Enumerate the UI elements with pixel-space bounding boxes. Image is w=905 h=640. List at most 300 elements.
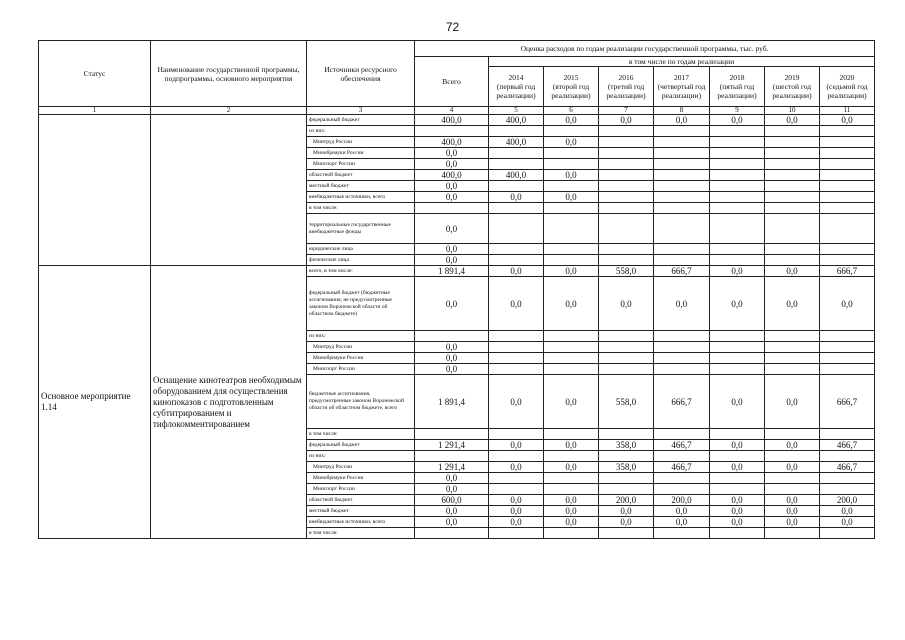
- year-value-cell: [599, 148, 654, 159]
- year-value-cell: 0,0: [710, 506, 765, 517]
- year-value-cell: [820, 244, 875, 255]
- year-value-cell: [489, 181, 544, 192]
- year-value-cell: 0,0: [765, 375, 820, 429]
- year-value-cell: [710, 137, 765, 148]
- year-note: (четвертый год реализации): [657, 82, 706, 100]
- year-value-cell: 0,0: [765, 277, 820, 331]
- year-value-cell: [544, 126, 599, 137]
- year-value-cell: [765, 331, 820, 342]
- source-cell: территориальные государственные внебюджетные фонды: [307, 214, 415, 244]
- column-number: 3: [307, 107, 415, 115]
- year-value-cell: [654, 451, 710, 462]
- year-value-cell: 0,0: [489, 506, 544, 517]
- year-value-cell: [765, 126, 820, 137]
- year-value-cell: [710, 192, 765, 203]
- total-value-cell: 0,0: [415, 214, 489, 244]
- year-value-cell: [654, 159, 710, 170]
- total-value-cell: 0,0: [415, 192, 489, 203]
- year-value-cell: [710, 451, 765, 462]
- year-value-cell: [599, 331, 654, 342]
- year-value-cell: [544, 203, 599, 214]
- year-value-cell: [820, 126, 875, 137]
- year-label: 2016: [618, 73, 634, 82]
- total-value-cell: [415, 528, 489, 539]
- year-value-cell: 0,0: [489, 440, 544, 451]
- year-value-cell: 0,0: [710, 115, 765, 126]
- year-value-cell: [710, 255, 765, 266]
- year-value-cell: [599, 137, 654, 148]
- year-value-cell: 200,0: [654, 495, 710, 506]
- year-value-cell: 0,0: [544, 277, 599, 331]
- source-cell: физические лица: [307, 255, 415, 266]
- year-value-cell: [489, 473, 544, 484]
- year-value-cell: 0,0: [710, 266, 765, 277]
- year-value-cell: [710, 364, 765, 375]
- year-value-cell: [654, 203, 710, 214]
- year-value-cell: [599, 451, 654, 462]
- total-value-cell: 0,0: [415, 353, 489, 364]
- total-value-cell: 0,0: [415, 473, 489, 484]
- year-value-cell: 666,7: [654, 266, 710, 277]
- year-value-cell: 0,0: [765, 506, 820, 517]
- year-value-cell: 0,0: [489, 192, 544, 203]
- total-value-cell: [415, 203, 489, 214]
- total-value-cell: 0,0: [415, 277, 489, 331]
- year-value-cell: [820, 148, 875, 159]
- header-year-2014: [489, 67, 544, 107]
- source-cell: федеральный бюджет (бюджетные ассигнования, не предусмотренные законом Воронежской области об областном бюджете): [307, 277, 415, 331]
- source-cell: всего, в том числе:: [307, 266, 415, 277]
- year-value-cell: [710, 353, 765, 364]
- year-value-cell: 0,0: [654, 517, 710, 528]
- year-value-cell: [489, 214, 544, 244]
- year-value-cell: 0,0: [765, 115, 820, 126]
- year-value-cell: 0,0: [544, 462, 599, 473]
- year-value-cell: [710, 342, 765, 353]
- year-value-cell: [489, 342, 544, 353]
- year-value-cell: [599, 192, 654, 203]
- year-value-cell: [765, 203, 820, 214]
- year-value-cell: [544, 484, 599, 495]
- year-value-cell: [544, 528, 599, 539]
- year-value-cell: [765, 148, 820, 159]
- year-value-cell: [765, 137, 820, 148]
- year-value-cell: 666,7: [654, 375, 710, 429]
- total-value-cell: 0,0: [415, 342, 489, 353]
- year-value-cell: [820, 170, 875, 181]
- total-value-cell: 0,0: [415, 517, 489, 528]
- source-cell: Минобрнауки России: [307, 148, 415, 159]
- year-value-cell: [710, 484, 765, 495]
- source-cell: юридические лица: [307, 244, 415, 255]
- year-value-cell: [489, 126, 544, 137]
- year-value-cell: [765, 170, 820, 181]
- year-value-cell: 200,0: [820, 495, 875, 506]
- year-value-cell: [599, 364, 654, 375]
- total-value-cell: 1 291,4: [415, 440, 489, 451]
- total-value-cell: 0,0: [415, 506, 489, 517]
- year-value-cell: [654, 148, 710, 159]
- header-year-2015: [544, 67, 599, 107]
- year-value-cell: 0,0: [544, 375, 599, 429]
- source-cell: Минобрнауки России: [307, 353, 415, 364]
- year-value-cell: [710, 214, 765, 244]
- year-value-cell: [489, 331, 544, 342]
- budget-table: [38, 40, 875, 539]
- year-value-cell: [599, 170, 654, 181]
- year-value-cell: 0,0: [544, 170, 599, 181]
- year-value-cell: [654, 528, 710, 539]
- header-year-2016: [599, 67, 654, 107]
- year-value-cell: [654, 170, 710, 181]
- total-value-cell: 400,0: [415, 115, 489, 126]
- year-value-cell: [489, 159, 544, 170]
- year-value-cell: [654, 181, 710, 192]
- total-value-cell: 1 891,4: [415, 375, 489, 429]
- year-value-cell: [765, 484, 820, 495]
- year-value-cell: 358,0: [599, 440, 654, 451]
- year-value-cell: [820, 203, 875, 214]
- year-value-cell: [765, 528, 820, 539]
- year-value-cell: [765, 255, 820, 266]
- source-cell: из них:: [307, 126, 415, 137]
- year-value-cell: 0,0: [544, 137, 599, 148]
- year-value-cell: 0,0: [544, 440, 599, 451]
- year-value-cell: [765, 342, 820, 353]
- source-cell: федеральный бюджет: [307, 440, 415, 451]
- year-value-cell: 0,0: [544, 115, 599, 126]
- year-value-cell: 0,0: [765, 440, 820, 451]
- year-value-cell: [765, 451, 820, 462]
- column-number: 5: [489, 107, 544, 115]
- year-value-cell: 0,0: [765, 266, 820, 277]
- year-value-cell: [710, 170, 765, 181]
- year-label: 2015: [563, 73, 579, 82]
- header-estimate: Оценка расходов по годам реализации государственной программы, тыс. руб.: [415, 41, 875, 57]
- year-value-cell: [599, 126, 654, 137]
- year-value-cell: 466,7: [654, 440, 710, 451]
- column-number: 8: [654, 107, 710, 115]
- year-value-cell: 0,0: [765, 495, 820, 506]
- year-value-cell: [820, 342, 875, 353]
- year-value-cell: [820, 484, 875, 495]
- year-value-cell: [654, 353, 710, 364]
- year-value-cell: [544, 181, 599, 192]
- year-value-cell: 0,0: [599, 517, 654, 528]
- year-value-cell: [489, 203, 544, 214]
- year-value-cell: 466,7: [820, 462, 875, 473]
- year-value-cell: 0,0: [489, 495, 544, 506]
- year-value-cell: [820, 137, 875, 148]
- program-name-cell: Оснащение кинотеатров необходимым оборудованием для осуществления кинопоказов с подготовленным субтитрированием и тифлокомментированием: [151, 266, 307, 539]
- status-cell: [39, 115, 151, 266]
- year-value-cell: [765, 214, 820, 244]
- source-cell: в том числе:: [307, 429, 415, 440]
- source-cell: местный бюджет: [307, 506, 415, 517]
- year-label: 2020: [839, 73, 855, 82]
- source-cell: федеральный бюджет: [307, 115, 415, 126]
- column-number: 4: [415, 107, 489, 115]
- total-value-cell: 0,0: [415, 364, 489, 375]
- column-number: 10: [765, 107, 820, 115]
- header-year-2017: [654, 67, 710, 107]
- year-value-cell: 0,0: [489, 375, 544, 429]
- year-value-cell: 0,0: [710, 517, 765, 528]
- year-value-cell: 0,0: [599, 277, 654, 331]
- header-status: Статус: [39, 41, 151, 107]
- year-value-cell: [599, 528, 654, 539]
- total-value-cell: 0,0: [415, 255, 489, 266]
- year-value-cell: [654, 192, 710, 203]
- year-value-cell: [599, 181, 654, 192]
- table-row: [39, 115, 875, 126]
- year-value-cell: 466,7: [820, 440, 875, 451]
- year-value-cell: [544, 331, 599, 342]
- year-value-cell: [654, 214, 710, 244]
- total-value-cell: 0,0: [415, 181, 489, 192]
- year-value-cell: 0,0: [599, 506, 654, 517]
- source-cell: внебюджетные источники, всего: [307, 192, 415, 203]
- year-value-cell: 0,0: [820, 506, 875, 517]
- year-value-cell: [544, 244, 599, 255]
- year-value-cell: 0,0: [489, 517, 544, 528]
- source-cell: Минобрнауки России: [307, 473, 415, 484]
- column-number: 11: [820, 107, 875, 115]
- total-value-cell: 600,0: [415, 495, 489, 506]
- header-year-2018: [710, 67, 765, 107]
- year-value-cell: [820, 429, 875, 440]
- year-value-cell: [820, 528, 875, 539]
- year-value-cell: [544, 159, 599, 170]
- year-value-cell: [489, 244, 544, 255]
- total-value-cell: 400,0: [415, 170, 489, 181]
- year-label: 2019: [784, 73, 800, 82]
- year-value-cell: 0,0: [544, 517, 599, 528]
- year-value-cell: 400,0: [489, 137, 544, 148]
- year-value-cell: [599, 203, 654, 214]
- year-note: (третий год реализации): [606, 82, 646, 100]
- year-value-cell: [765, 364, 820, 375]
- header-year-2019: [765, 67, 820, 107]
- year-value-cell: [544, 214, 599, 244]
- year-value-cell: [820, 181, 875, 192]
- source-cell: Минспорт России: [307, 484, 415, 495]
- year-value-cell: 0,0: [544, 266, 599, 277]
- year-value-cell: [489, 528, 544, 539]
- source-cell: местный бюджет: [307, 181, 415, 192]
- total-value-cell: 0,0: [415, 159, 489, 170]
- year-value-cell: [599, 429, 654, 440]
- year-value-cell: [654, 331, 710, 342]
- source-cell: Минтруд России: [307, 462, 415, 473]
- year-value-cell: [544, 148, 599, 159]
- total-value-cell: [415, 331, 489, 342]
- year-value-cell: 0,0: [710, 375, 765, 429]
- year-value-cell: 0,0: [489, 462, 544, 473]
- year-value-cell: [489, 148, 544, 159]
- total-value-cell: 0,0: [415, 148, 489, 159]
- year-value-cell: [489, 429, 544, 440]
- source-cell: Минспорт России: [307, 364, 415, 375]
- source-cell: из них:: [307, 331, 415, 342]
- year-value-cell: [544, 342, 599, 353]
- year-value-cell: [654, 255, 710, 266]
- source-cell: из них:: [307, 451, 415, 462]
- year-value-cell: 666,7: [820, 375, 875, 429]
- program-name-cell: [151, 115, 307, 266]
- year-value-cell: 0,0: [654, 115, 710, 126]
- year-value-cell: [765, 244, 820, 255]
- year-value-cell: 0,0: [765, 462, 820, 473]
- year-value-cell: [765, 429, 820, 440]
- year-value-cell: 0,0: [710, 440, 765, 451]
- year-value-cell: [544, 364, 599, 375]
- year-note: (второй год реализации): [551, 82, 591, 100]
- total-value-cell: 0,0: [415, 484, 489, 495]
- source-cell: областной бюджет: [307, 170, 415, 181]
- year-value-cell: [654, 364, 710, 375]
- column-number: 7: [599, 107, 654, 115]
- year-value-cell: [765, 192, 820, 203]
- year-value-cell: [544, 429, 599, 440]
- year-value-cell: [489, 364, 544, 375]
- year-value-cell: [820, 331, 875, 342]
- year-note: (пятый год реализации): [717, 82, 757, 100]
- year-value-cell: [599, 255, 654, 266]
- year-value-cell: 400,0: [489, 115, 544, 126]
- year-value-cell: 0,0: [765, 517, 820, 528]
- year-value-cell: [710, 159, 765, 170]
- year-value-cell: [710, 126, 765, 137]
- year-value-cell: [489, 353, 544, 364]
- total-value-cell: 0,0: [415, 244, 489, 255]
- year-value-cell: 466,7: [654, 462, 710, 473]
- total-value-cell: [415, 126, 489, 137]
- year-value-cell: [599, 353, 654, 364]
- year-value-cell: [710, 528, 765, 539]
- year-value-cell: [765, 159, 820, 170]
- year-note: (шестой год реализации): [772, 82, 812, 100]
- column-number: 6: [544, 107, 599, 115]
- header-sources: Источники ресурсного обеспечения: [307, 41, 415, 107]
- column-number: 1: [39, 107, 151, 115]
- year-value-cell: [654, 429, 710, 440]
- year-value-cell: 0,0: [489, 277, 544, 331]
- year-value-cell: [710, 429, 765, 440]
- year-value-cell: 0,0: [820, 277, 875, 331]
- year-value-cell: [820, 192, 875, 203]
- year-value-cell: [654, 484, 710, 495]
- year-value-cell: [654, 342, 710, 353]
- source-cell: Минтруд России: [307, 137, 415, 148]
- total-value-cell: [415, 451, 489, 462]
- year-value-cell: [820, 364, 875, 375]
- header-year-2020: [820, 67, 875, 107]
- header-total: Всего: [415, 57, 489, 107]
- year-value-cell: [820, 473, 875, 484]
- year-value-cell: 0,0: [710, 277, 765, 331]
- year-value-cell: 0,0: [710, 462, 765, 473]
- year-value-cell: [489, 255, 544, 266]
- year-label: 2017: [674, 73, 689, 82]
- year-note: (первый год реализации): [496, 82, 536, 100]
- year-value-cell: [820, 159, 875, 170]
- year-value-cell: 558,0: [599, 266, 654, 277]
- year-value-cell: [765, 353, 820, 364]
- year-value-cell: 0,0: [489, 266, 544, 277]
- source-cell: Минтруд России: [307, 342, 415, 353]
- year-value-cell: [765, 473, 820, 484]
- header-by-years: в том числе по годам реализации: [489, 57, 875, 67]
- year-value-cell: 0,0: [710, 495, 765, 506]
- year-value-cell: 0,0: [599, 115, 654, 126]
- year-note: (седьмой год реализации): [826, 82, 868, 100]
- year-value-cell: [599, 473, 654, 484]
- source-cell: в том числе:: [307, 203, 415, 214]
- year-value-cell: [489, 451, 544, 462]
- year-value-cell: [599, 484, 654, 495]
- year-value-cell: 0,0: [544, 192, 599, 203]
- year-value-cell: [599, 214, 654, 244]
- year-value-cell: 0,0: [544, 495, 599, 506]
- year-value-cell: 0,0: [654, 506, 710, 517]
- year-value-cell: 200,0: [599, 495, 654, 506]
- year-value-cell: 0,0: [654, 277, 710, 331]
- year-value-cell: [820, 255, 875, 266]
- year-value-cell: [544, 451, 599, 462]
- total-value-cell: [415, 429, 489, 440]
- source-cell: бюджетные ассигнования, предусмотренные законом Воронежской области об областном бюджете, всего: [307, 375, 415, 429]
- source-cell: областной бюджет: [307, 495, 415, 506]
- year-value-cell: [599, 159, 654, 170]
- year-value-cell: 0,0: [820, 517, 875, 528]
- year-value-cell: [710, 244, 765, 255]
- year-value-cell: 666,7: [820, 266, 875, 277]
- year-value-cell: 558,0: [599, 375, 654, 429]
- year-label: 2014: [508, 73, 524, 82]
- year-label: 2018: [729, 73, 745, 82]
- year-value-cell: [654, 126, 710, 137]
- source-cell: в том числе:: [307, 528, 415, 539]
- year-value-cell: [710, 148, 765, 159]
- year-value-cell: 0,0: [820, 115, 875, 126]
- year-value-cell: [544, 255, 599, 266]
- table-row: [39, 266, 875, 277]
- column-number: 2: [151, 107, 307, 115]
- source-cell: внебюджетные источники, всего: [307, 517, 415, 528]
- year-value-cell: [820, 214, 875, 244]
- year-value-cell: [544, 473, 599, 484]
- column-number: 9: [710, 107, 765, 115]
- year-value-cell: [654, 473, 710, 484]
- year-value-cell: [710, 203, 765, 214]
- total-value-cell: 1 891,4: [415, 266, 489, 277]
- year-value-cell: 358,0: [599, 462, 654, 473]
- page-number: 72: [445, 20, 460, 34]
- year-value-cell: [710, 331, 765, 342]
- year-value-cell: [489, 484, 544, 495]
- year-value-cell: [820, 451, 875, 462]
- year-value-cell: [765, 181, 820, 192]
- total-value-cell: 1 291,4: [415, 462, 489, 473]
- year-value-cell: 0,0: [544, 506, 599, 517]
- status-cell: Основное мероприятие 1.14: [39, 266, 151, 539]
- year-value-cell: [710, 473, 765, 484]
- header-name: Наименование государственной программы, подпрограммы, основного мероприятия: [151, 41, 307, 107]
- year-value-cell: [820, 353, 875, 364]
- total-value-cell: 400,0: [415, 137, 489, 148]
- year-value-cell: [654, 244, 710, 255]
